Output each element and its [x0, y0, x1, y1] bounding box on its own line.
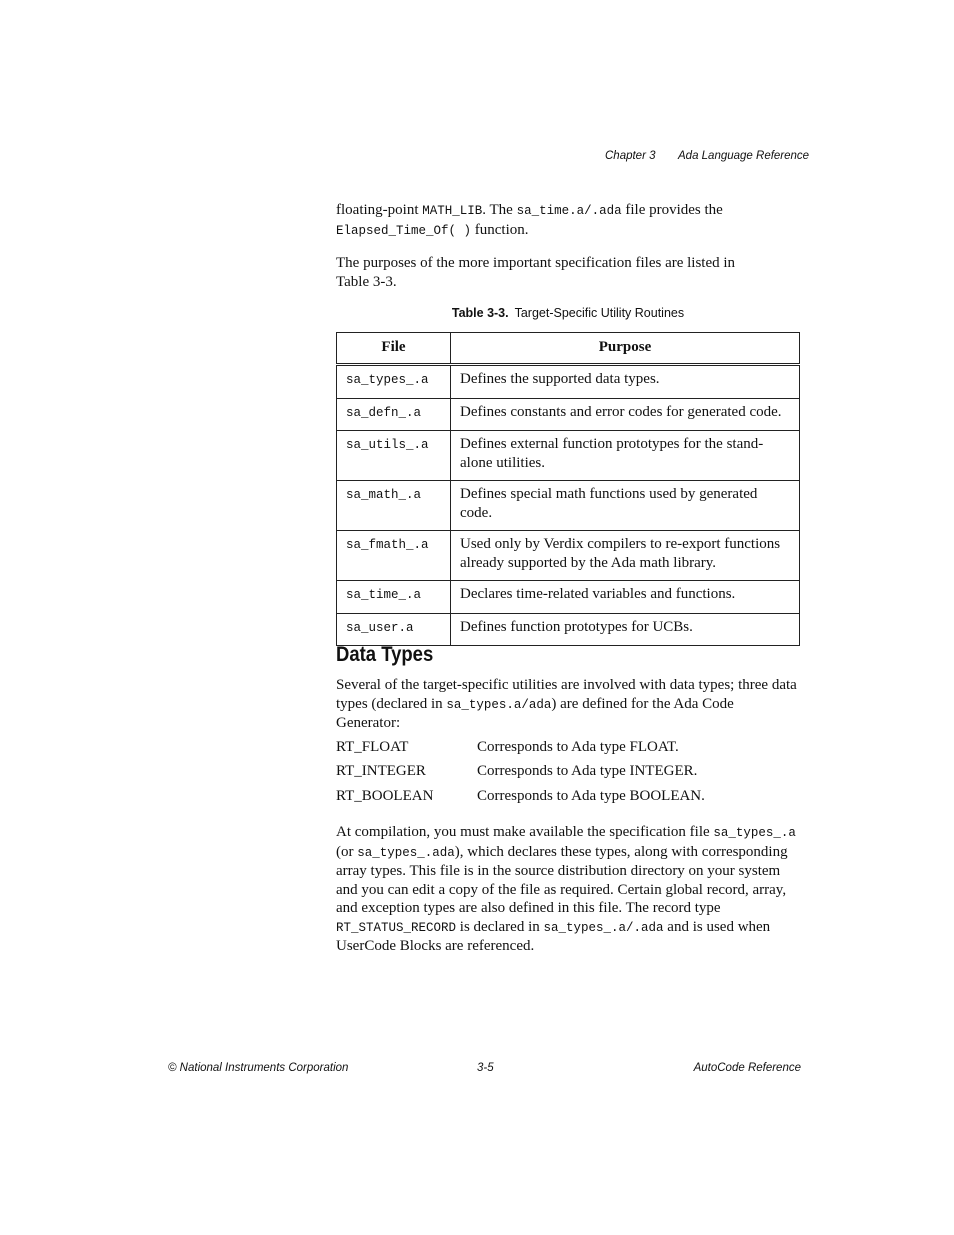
data-types-paragraph: Several of the target-specific utilities are involved with data types; three data types (declared in sa_types.a/ada) are defined for the Ada Code Generator:	[336, 677, 797, 731]
table-caption	[336, 306, 800, 320]
table-caption-text: Target-Specific Utility Routines	[514, 306, 685, 320]
purpose-cell: Declares time-related variables and functions.	[451, 581, 800, 614]
table-row	[337, 398, 800, 431]
file-name: sa_time_.a	[346, 588, 422, 602]
chapter-title: Ada Language Reference	[678, 150, 810, 162]
code-sa-time: sa_time.a/.ada	[516, 204, 622, 218]
code-sa-types-ada: sa_types_.ada	[357, 845, 455, 860]
utility-routines-table	[336, 332, 800, 646]
purpose-cell: Defines function prototypes for UCBs.	[451, 613, 800, 646]
table-row	[337, 365, 800, 399]
code-sa-types-a-ada: sa_types_.a/.ada	[543, 920, 664, 935]
file-name: sa_types_.a	[346, 373, 429, 387]
type-description: Corresponds to Ada type INTEGER.	[477, 763, 698, 779]
page-number: 3-5	[477, 1062, 494, 1074]
purpose-cell: Defines constants and error codes for generated code.	[451, 398, 800, 431]
table-row	[337, 613, 800, 646]
intro-paragraph-2: The purposes of the more important specification files are listed in Table 3-3.	[336, 255, 736, 290]
file-name: sa_math_.a	[346, 488, 422, 502]
table-row	[337, 481, 800, 531]
compilation-paragraph: At compilation, you must make available the specification file sa_types_.a (or sa_types_.ada), which declares these types, along with corresponding array types. This file is in the source distribution directory on your system and you can edit a copy of the file as required. Certain global record, array, and exception types are also defined in this file. The record type RT_STATUS_RECORD is declared in sa_types_.a/.ada and is used when UserCode Blocks are referenced.	[336, 824, 796, 954]
type-name: RT_INTEGER	[336, 763, 426, 779]
type-description: Corresponds to Ada type FLOAT.	[477, 739, 679, 755]
file-name: sa_defn_.a	[346, 405, 422, 420]
type-definition-row	[336, 763, 800, 783]
intro-paragraph-1: floating-point MATH_LIB. The sa_time.a/.ada file provides the Elapsed_Time_Of( ) function.	[336, 202, 723, 238]
file-name: sa_fmath_.a	[346, 538, 429, 552]
table-row	[337, 581, 800, 614]
code-sa-types: sa_types.a/ada	[446, 697, 552, 712]
purpose-cell: Defines external function prototypes for the stand-alone utilities.	[451, 431, 800, 481]
code-math-lib: MATH_LIB	[422, 204, 483, 218]
purpose-cell: Defines special math functions used by generated code.	[451, 481, 800, 531]
type-name: RT_FLOAT	[336, 739, 409, 755]
purpose-cell: Used only by Verdix compilers to re-export functions already supported by the Ada math library.	[451, 531, 800, 581]
column-header-purpose: Purpose	[451, 333, 800, 365]
column-header-file: File	[337, 333, 451, 365]
table-header-row	[337, 333, 800, 365]
type-name: RT_BOOLEAN	[336, 788, 434, 804]
code-elapsed-time: Elapsed_Time_Of( )	[336, 223, 472, 238]
type-definition-row	[336, 739, 800, 759]
file-name: sa_user.a	[346, 620, 414, 635]
table-caption-label: Table 3-3.	[451, 306, 509, 320]
table-row	[337, 531, 800, 581]
file-name: sa_utils_.a	[346, 438, 429, 452]
purpose-cell: Defines the supported data types.	[451, 365, 800, 399]
footer-manual-title: AutoCode Reference	[693, 1062, 801, 1074]
section-heading: Data Types	[336, 643, 434, 666]
type-description: Corresponds to Ada type BOOLEAN.	[477, 788, 705, 804]
chapter-label: Chapter 3	[605, 150, 656, 162]
code-sa-types-a: sa_types_.a	[713, 826, 796, 840]
code-rt-status-record: RT_STATUS_RECORD	[336, 920, 457, 935]
table-row	[337, 431, 800, 481]
footer-copyright: © National Instruments Corporation	[168, 1062, 349, 1074]
type-definition-row	[336, 788, 800, 808]
